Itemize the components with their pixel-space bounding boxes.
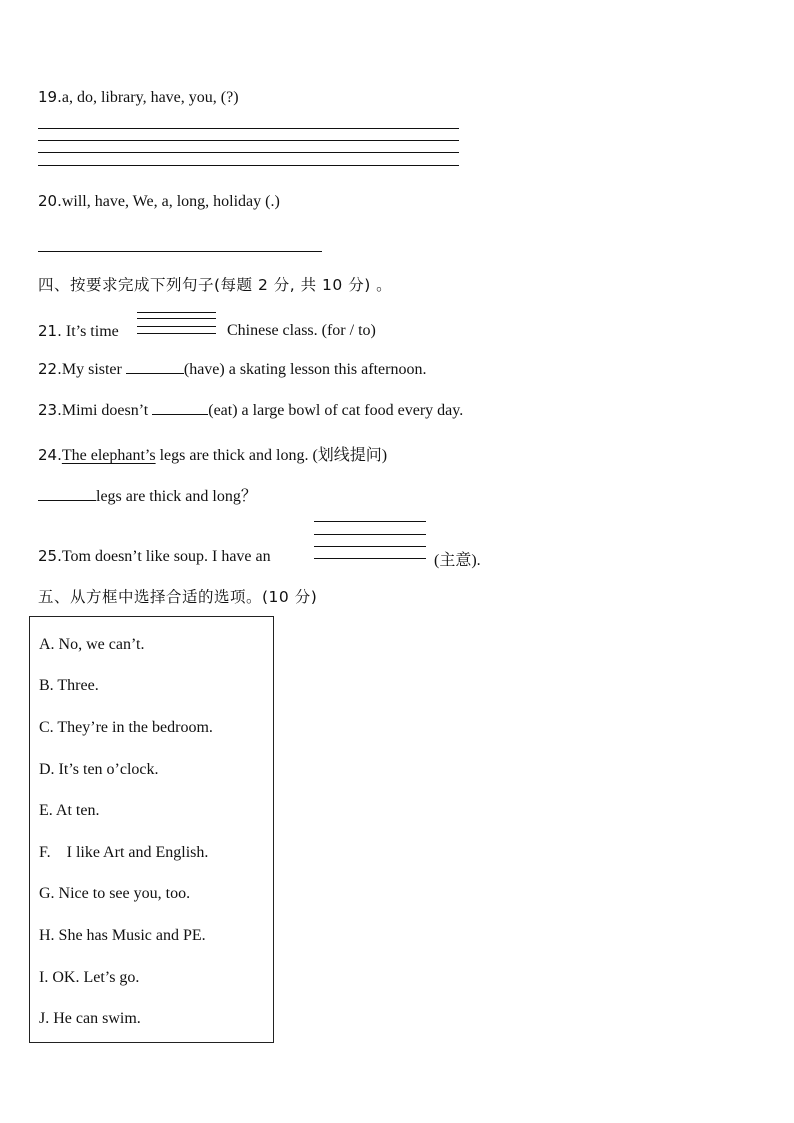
answer-line[interactable]	[137, 318, 216, 319]
question-22-number: 22.	[38, 360, 62, 378]
question-21-before: It’s time	[65, 323, 119, 340]
answer-blank[interactable]	[126, 359, 184, 374]
question-25-number: 25.	[38, 547, 62, 565]
question-21-number: 21.	[38, 322, 62, 340]
option-i: I. OK. Let’s go.	[39, 969, 140, 986]
question-19-number: 19.	[38, 88, 62, 106]
section-4-title: 四、按要求完成下列句子(每题 2 分, 共 10 分) 。	[38, 276, 393, 294]
answer-line[interactable]	[38, 165, 459, 166]
question-25	[38, 547, 271, 566]
answer-line[interactable]	[137, 333, 216, 334]
question-22-after: (have) a skating lesson this afternoon.	[183, 361, 427, 378]
answer-blank[interactable]	[38, 486, 96, 501]
option-e: E. At ten.	[39, 802, 100, 819]
answer-line[interactable]	[38, 152, 459, 153]
answer-line[interactable]	[38, 140, 459, 141]
question-20-words: will, have, We, a, long, holiday (.)	[61, 193, 280, 210]
question-22-before: My sister	[61, 361, 122, 378]
answer-line[interactable]	[314, 546, 426, 547]
answer-line[interactable]	[314, 558, 426, 559]
question-21	[38, 322, 119, 341]
answer-line[interactable]	[38, 128, 459, 129]
question-20-number: 20.	[38, 192, 62, 210]
question-23-before: Mimi doesn’t	[61, 402, 149, 419]
question-24	[38, 442, 387, 465]
question-24-number: 24.	[38, 446, 62, 464]
answer-line[interactable]	[314, 534, 426, 535]
question-19-words: a, do, library, have, you, (?)	[61, 89, 239, 106]
question-25-after: (主意).	[434, 552, 481, 569]
question-23-after: (eat) a large bowl of cat food every day.	[208, 402, 464, 419]
answer-blank[interactable]	[152, 400, 208, 415]
question-23-number: 23.	[38, 401, 62, 419]
option-d: D. It’s ten o’clock.	[39, 761, 159, 778]
answer-line[interactable]	[38, 251, 322, 252]
option-f: F. I like Art and English.	[39, 844, 209, 861]
answer-line[interactable]	[137, 312, 216, 313]
question-23	[38, 400, 463, 420]
answer-line[interactable]	[137, 326, 216, 327]
question-24-underlined: The elephant’s	[61, 447, 156, 464]
option-j: J. He can swim.	[39, 1010, 141, 1027]
option-c: C. They’re in the bedroom.	[39, 719, 213, 736]
question-19	[38, 88, 239, 107]
option-b: B. Three.	[39, 677, 99, 694]
option-a: A. No, we can’t.	[39, 636, 145, 653]
question-20	[38, 192, 280, 211]
question-25-before: Tom doesn’t like soup. I have an	[61, 548, 271, 565]
option-g: G. Nice to see you, too.	[39, 885, 191, 902]
question-21-after: Chinese class. (for / to)	[227, 322, 376, 339]
question-24-answer-after: legs are thick and long？	[96, 488, 257, 505]
question-24-answer	[38, 483, 257, 506]
question-24-after: legs are thick and long. (划线提问)	[159, 447, 388, 464]
option-h: H. She has Music and PE.	[39, 927, 206, 944]
answer-line[interactable]	[314, 521, 426, 522]
section-5-title: 五、从方框中选择合适的选项。(10 分)	[38, 588, 318, 606]
options-box	[29, 616, 274, 1043]
question-22	[38, 359, 426, 379]
